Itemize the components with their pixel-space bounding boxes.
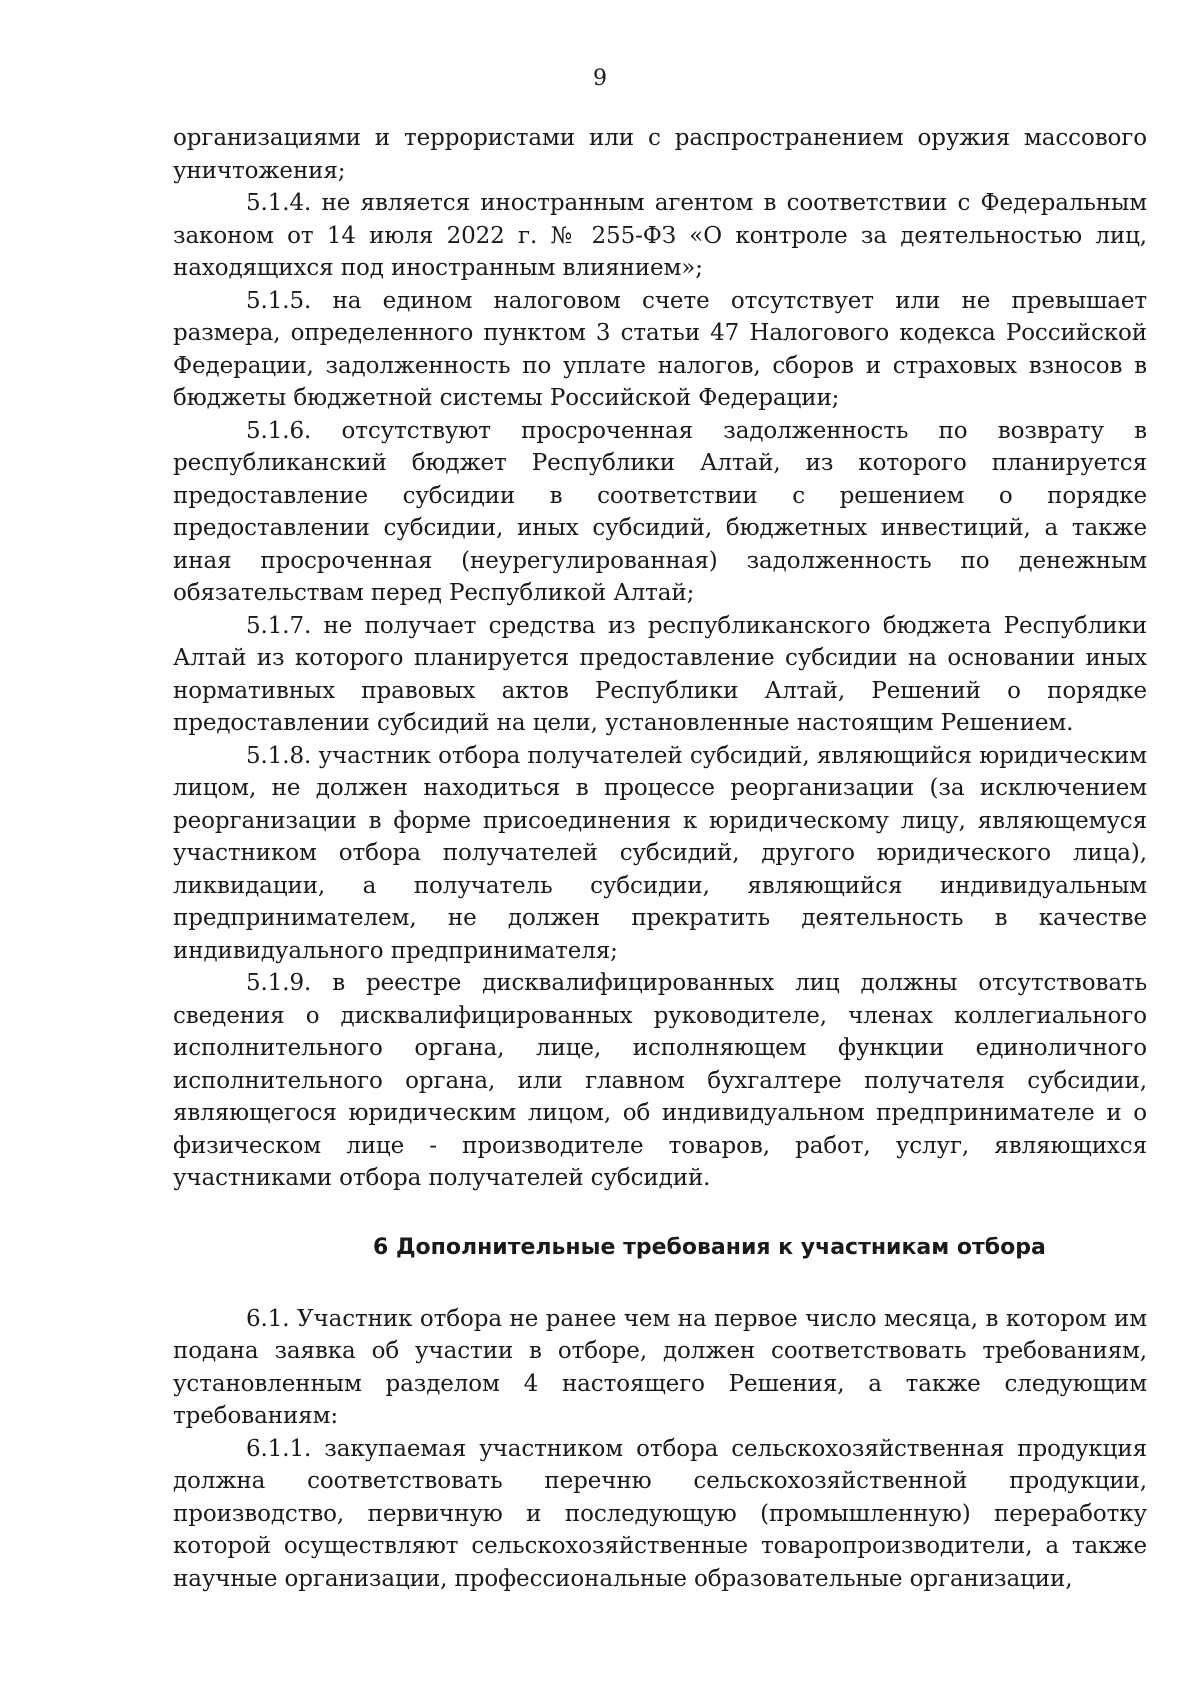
paragraph-5-1-5: 5.1.5. на едином налоговом счете отсутствует или не превышает размера, определенного пунктом 3 статьи 47 Налогового кодекса Российской Федерации, задолженность по уплате налогов, сборов и страховых взносов в бюджеты бюджетной системы Российской Федерации; (173, 287, 1147, 411)
paragraph-5-1-9: 5.1.9. в реестре дисквалифицированных лиц должны отсутствовать сведения о дисквалифицированных руководителе, членах коллегиального исполнительного органа, лице, исполняющем функции единоличного исполнительного органа, или главном бухгалтере получателя субсидии, являющегося юридическим лицом, об индивидуальном предпринимателе и о физическом лице - производителе товаров, работ, услуг, являющихся участниками отбора получателей субсидий. (173, 970, 1147, 1191)
paragraph-6-1: 6.1. Участник отбора не ранее чем на первое число месяца, в котором им подана заявка об участии в отборе, должен соответствовать требованиям, установленным разделом 4 настоящего Решения, а также следующим требованиям: (173, 1305, 1147, 1429)
paragraph-5-1-7: 5.1.7. не получает средства из республиканского бюджета Республики Алтай из которого планируется предоставление субсидии на основании иных нормативных правовых актов Республики Алтай, Решений о порядке предоставлении субсидий на цели, установленные настоящим Решением. (173, 612, 1147, 736)
page-number: 9 (593, 66, 607, 91)
paragraph-5-1-6: 5.1.6. отсутствуют просроченная задолженность по возврату в республиканский бюджет Республики Алтай, из которого планируется предоставление субсидии в соответствии с решением о порядке предоставлении субсидии, иных субсидий, бюджетных инвестиций, а также иная просроченная (неурегулированная) задолженность по денежным обязательствам перед Республикой Алтай; (173, 417, 1147, 606)
paragraph-6-1-1: 6.1.1. закупаемая участником отбора сельскохозяйственная продукция должна соответствовать перечню сельскохозяйственной продукции, производство, первичную и последующую (промышленную) переработку которой осуществляют сельскохозяйственные товаропроизводители, а также научные организации, профессиональные образовательные организации, (173, 1435, 1147, 1592)
paragraph-5-1-8: 5.1.8. участник отбора получателей субсидий, являющийся юридическим лицом, не должен находиться в процессе реорганизации (за исключением реорганизации в форме присоединения к юридическому лицу, являющемуся участником отбора получателей субсидий, другого юридического лица), ликвидации, а получатель субсидии, являющийся индивидуальным предпринимателем, не должен прекратить деятельность в качестве индивидуального предпринимателя; (173, 742, 1147, 964)
document-body (173, 122, 1147, 1595)
section-heading: 6 Дополнительные требования к участникам отбора (373, 1234, 1046, 1260)
paragraph-5-1-4: 5.1.4. не является иностранным агентом в соответствии с Федеральным законом от 14 июля 2022 г. № 255-ФЗ «О контроле за деятельностью лиц, находящихся под иностранным влиянием»; (173, 190, 1147, 281)
paragraph-continuation: организациями и террористами или с распространением оружия массового уничтожения; (173, 125, 1147, 184)
